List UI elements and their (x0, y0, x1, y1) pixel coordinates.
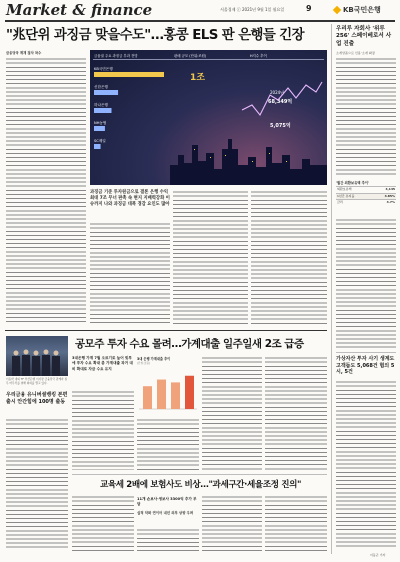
sidebar-table-title: '월간 외환보유액 추이' (336, 181, 369, 185)
loan-bar (143, 386, 152, 409)
sidebar-table-label: 1년간 유지율 (337, 193, 355, 198)
second-sub-headline: 3대은행 가계 7월 오르기로 늘어 빚투에 투자 수요 확대 총 가계대출 과거 대비 확대로 자금 수요 유지 (72, 356, 133, 371)
bar (94, 108, 112, 113)
lead-body-col-2 (90, 222, 170, 325)
loan-bar (171, 382, 180, 409)
sidebar-table-value: 4.85% (384, 193, 395, 198)
sidebar-bottom-headline: 가상자산 투자 사기 생계도 고객돕도 5,068건 혐의 5시, 5건 (336, 356, 395, 376)
masthead (0, 0, 400, 20)
news-photo (6, 336, 68, 376)
lead-body-col-1 (6, 57, 86, 325)
sidebar-table-row (336, 186, 396, 193)
lead-subhead: 과징금 기준 투자원금으로 결론 은행 수익 최대 7조 무너 판촉 속 현지 지배력강화 이슈까지 나와 과징금 대폭 경감 요인도 많아 (90, 190, 170, 208)
edu-rule (72, 474, 327, 475)
sidebar-table-value: 4.7% (386, 200, 395, 205)
sidebar-table-label: 외환보유액 (337, 187, 352, 191)
bar (94, 126, 105, 131)
left-headline: 우리금융 유니버셜뱅킹 본편 출시 안간힘에 100명 출동 (6, 392, 68, 405)
sidebar-rule (336, 352, 396, 353)
sidebar-table-row (336, 193, 396, 200)
sidebar-divider (331, 24, 332, 554)
bar (94, 90, 118, 95)
infographic-skyline (170, 135, 327, 185)
lead-infographic (90, 50, 327, 185)
sponsor-name: KB국민은행 (343, 6, 381, 14)
second-body-1 (72, 390, 134, 470)
sidebar-table (336, 180, 396, 213)
sponsor-logo-icon (333, 6, 341, 14)
sidebar-headline: 우리루 자회사 '위루256' 스페이베로서 사업 진출 (336, 26, 392, 47)
edu-body-4 (265, 495, 327, 552)
bar-label: 하나은행 (94, 103, 108, 107)
section-rule (5, 330, 327, 331)
second-body-3 (202, 356, 262, 470)
bar (94, 72, 164, 77)
infographic-tab-3: H지수 추이 (250, 54, 267, 58)
education-headline: 교육세 2배에 보험사도 비상…"과세구간·세율조정 진의" (100, 480, 302, 490)
infographic-tab-2: 판매 규모 (단위:조원) (174, 54, 207, 58)
infographic-tab-1: 금융권 주요 과징금 부과 전망 (94, 54, 138, 58)
sidebar-table-row (336, 199, 396, 206)
photo-caption: 이동학 내외 TF 부산은행 이사장 금융당국 관계자 실무 마무리를 위해 회의를 열고 있다. (6, 377, 68, 385)
loan-chart-title: 3대 은행 가계대출 추이 (137, 357, 171, 361)
date-line: 서울경제 ⓒ 2021년 9월 1일 월요일 (220, 7, 285, 12)
infographic-figure-1: 1조 (190, 73, 205, 83)
second-headline: 공모주 투자 수요 몰려…가계대출 일주일새 2조 급증 (75, 338, 304, 350)
edu-body-2 (137, 528, 199, 552)
bar-label: KB국민은행 (94, 67, 113, 71)
lead-kicker: 금융당국 제재 절차 착수 (6, 51, 42, 55)
sidebar-body-3 (336, 380, 396, 548)
sidebar-subhead: 소개상품으로 신용·소개 확장 (336, 51, 375, 55)
second-body-2 (137, 418, 199, 470)
infographic-line-chart (240, 70, 324, 140)
infographic-figure-3: 68,349억 (268, 99, 293, 105)
infographic-bar-chart (94, 64, 170, 164)
edu-body-3 (202, 495, 262, 552)
masthead-rule (5, 20, 395, 22)
lead-headline: "兆단위 과징금 맞을수도"…홍콩 ELS 판 은행들 긴장 (6, 28, 304, 43)
footer-byline: 이동곤 기자 (370, 553, 386, 557)
edu-pull-quote-sub: 실적 악화 연이어 내년 외부 상향 우려 (137, 511, 194, 515)
loan-chart (137, 356, 199, 416)
loan-chart-svg (137, 365, 199, 413)
second-body-4 (265, 356, 327, 470)
section-title: Market & finance (6, 1, 153, 19)
infographic-figure-2: 2024년 (270, 90, 285, 95)
edu-body-1 (72, 495, 134, 552)
loan-chart-unit: (단위:조원) (137, 362, 150, 365)
lead-body-col-3 (173, 190, 248, 325)
sidebar-body-2 (336, 218, 396, 348)
loan-bar (185, 376, 194, 409)
edu-pull-quote: 11개 손보사·생보사 3300억 추가 부담 (137, 497, 197, 507)
infographic-figure-4: 5,075억 (270, 123, 291, 129)
lead-body-col-4 (251, 190, 327, 325)
page-number: 9 (306, 4, 312, 13)
left-body (6, 418, 68, 551)
sidebar-table-label: 금리 (337, 200, 343, 205)
sidebar-table-value: 4,145 (385, 187, 395, 191)
bar-label: 신한은행 (94, 85, 108, 89)
bar-label: NH농협 (94, 121, 107, 125)
bar-label: SC제일 (94, 139, 106, 143)
bar (94, 144, 101, 149)
sidebar-body-1 (336, 57, 396, 177)
loan-bar (157, 380, 166, 409)
